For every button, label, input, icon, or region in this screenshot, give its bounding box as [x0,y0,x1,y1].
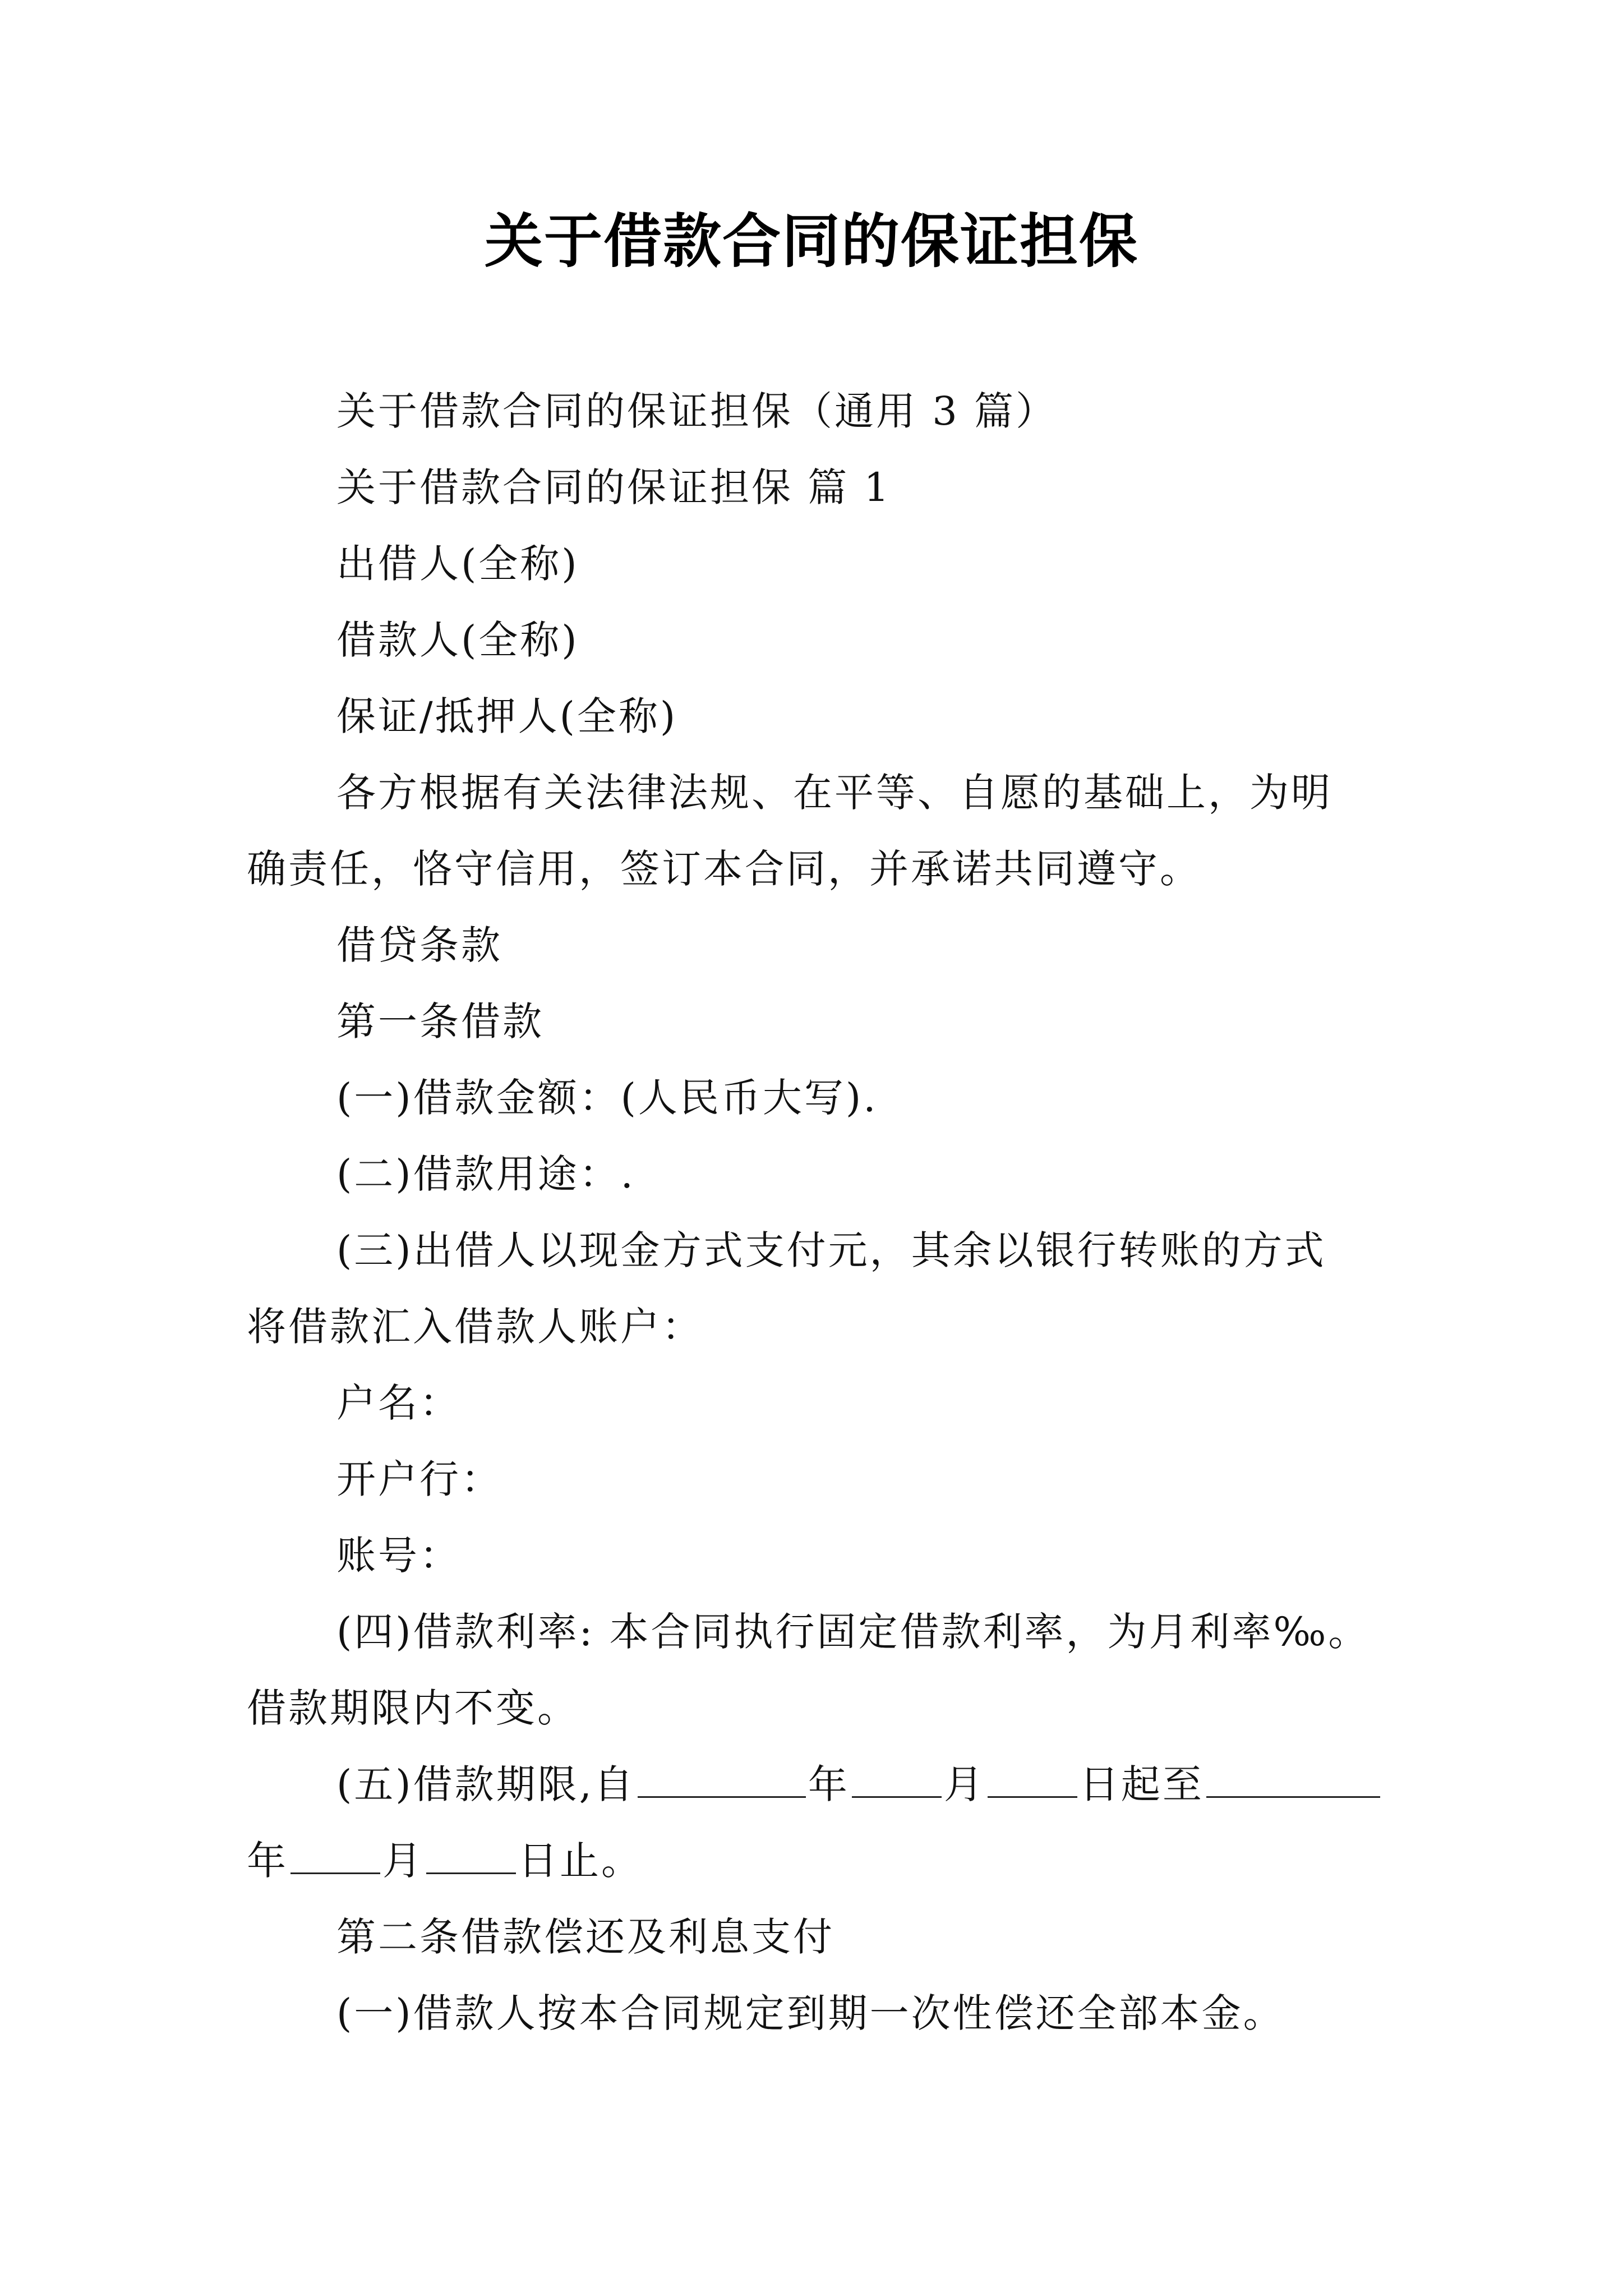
day-blank [988,1751,1077,1798]
clause-line: (二)借款用途：. [336,1151,635,1197]
month-end-blank [291,1828,380,1874]
document-body [247,373,1424,2051]
lender-line: 出借人(全称) [336,541,579,587]
term-line [247,1746,1424,1823]
account-number-line: 账号： [336,1533,461,1579]
year-label: 年 [808,1761,850,1807]
term-line-end [247,1823,1424,1899]
guarantor-line: 保证/抵押人(全称) [336,693,678,739]
bank-line: 开户行： [336,1456,502,1502]
year-blank [638,1751,806,1798]
term-prefix: (五)借款期限,自 [336,1761,635,1807]
day-to-label: 日止。 [518,1838,643,1884]
subtitle-line: 关于借款合同的保证担保（通用 3 篇） [336,388,1058,434]
clause-line: (一)借款金额：(人民币大写). [336,1075,878,1121]
borrower-line: 借款人(全称) [336,617,579,663]
clause-heading: 借贷条款 [336,922,502,968]
year-end-label: 年 [247,1838,288,1884]
year-end-blank [1206,1751,1380,1798]
document-title: 关于借款合同的保证担保 [484,206,1138,275]
clause-line: (一)借款人按本合同规定到期一次性偿还全部本金。 [336,1990,1285,2036]
section-heading: 关于借款合同的保证担保 篇 1 [336,464,892,510]
day-from-label: 日起至 [1079,1761,1204,1807]
article-heading: 第二条借款偿还及利息支付 [336,1914,834,1960]
clause-line: (三)出借人以现金方式支付元，其余以银行转账的方式 [336,1227,1326,1273]
month-end-label: 月 [382,1838,424,1884]
interest-line: 借款期限内不变。 [247,1685,579,1731]
clause-line: 将借款汇入借款人账户： [247,1304,703,1350]
paragraph-line: 确责任，恪守信用，签订本合同，并承诺共同遵守。 [247,846,1201,892]
month-blank [852,1751,942,1798]
interest-line: (四)借款利率: 本合同执行固定借款利率，为月利率‰。 [336,1609,1370,1655]
paragraph-line: 各方根据有关法律法规、在平等、自愿的基础上，为明 [336,770,1332,816]
article-heading: 第一条借款 [336,999,544,1045]
day-end-blank [426,1828,516,1874]
month-label: 月 [943,1761,985,1807]
account-name-line: 户名： [336,1380,461,1426]
